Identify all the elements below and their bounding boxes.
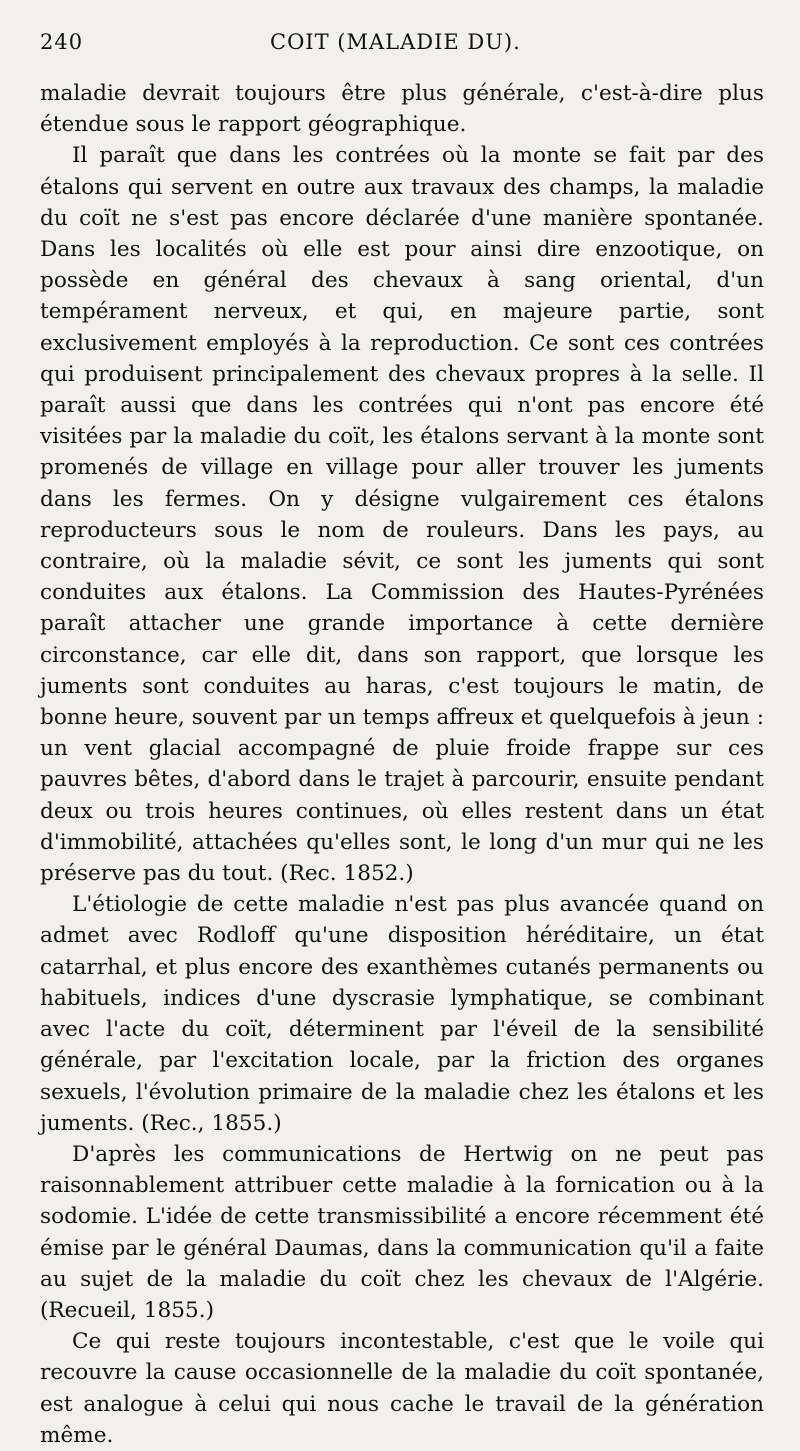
paragraph-2: Il paraît que dans les contrées où la monte se fait par des étalons qui servent en outre aux travaux des champs, la maladie du coït ne s'est pas encore déclarée d'une manière spontanée. Dans les localités où elle est pour ainsi dire enzootique, on possède en général des chevaux à sang oriental, d'un tempérament nerveux, et qui, en majeure partie, sont exclusivement employés à la reproduction. Ce sont ces contrées qui produisent principalement des chevaux propres à la selle. Il paraît aussi que dans les contrées qui n'ont pas encore été visitées par la maladie du coït, les étalons servant à la monte sont promenés de village en village pour aller trouver les juments dans les fermes. On y désigne vulgairement ces étalons reproducteurs sous le nom de rouleurs. Dans les pays, au contraire, où la maladie sévit, ce sont les juments qui sont conduites aux étalons. La Commission des Hautes-Pyrénées paraît attacher une grande importance à cette dernière circonstance, car elle dit, dans son rapport, que lorsque les juments sont conduites au haras, c'est toujours le matin, de bonne heure, souvent par un temps affreux et quelquefois à jeun : un vent glacial accompagné de pluie froide frappe sur ces pauvres bêtes, d'abord dans le trajet à parcourir, ensuite pendant deux ou trois heures continues, où elles restent dans un état d'immobilité, attachées qu'elles sont, le long d'un mur qui ne les préserve pas du tout. (Rec. 1852.) (40, 143, 764, 887)
running-title: COIT (MALADIE DU). (270, 30, 521, 54)
paragraph-4: D'après les communications de Hertwig on ne peut pas raisonnablement attribuer cette maladie à la fornication ou à la sodomie. L'idée de cette transmissibilité a encore récemment été émise par le général Daumas, dans la communication qu'il a faite au sujet de la maladie du coït chez les chevaux de l'Algérie. (Recueil, 1855.) (40, 1141, 764, 1323)
page-header (40, 30, 764, 76)
paragraph-1: maladie devrait toujours être plus générale, c'est-à-dire plus étendue sous le rapport géographique. (40, 81, 764, 138)
paragraph-5: Ce qui reste toujours incontestable, c'est que le voile qui recouvre la cause occasionnelle de la maladie du coït spontanée, est analogue à celui qui nous cache le travail de la génération même. (40, 1329, 764, 1448)
page-number: 240 (40, 30, 84, 54)
paragraph-3: L'étiologie de cette maladie n'est pas plus avancée quand on admet avec Rodloff qu'une disposition héréditaire, un état catarrhal, et plus encore des exanthèmes cutanés permanents ou habituels, indices d'une dyscrasie lymphatique, se combinant avec l'acte du coït, déterminent par l'éveil de la sensibilité générale, par l'excitation locale, par la friction des organes sexuels, l'évolution primaire de la maladie chez les étalons et les juments. (Rec., 1855.) (40, 892, 764, 1136)
body-text (40, 78, 764, 1451)
